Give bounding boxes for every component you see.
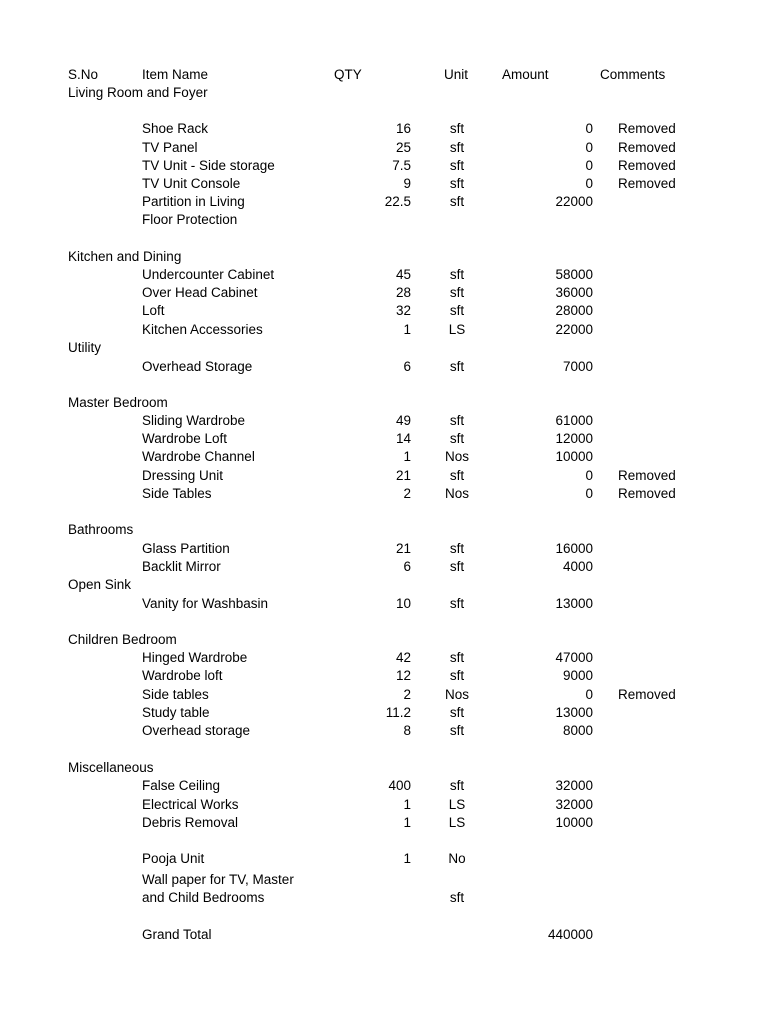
section-row	[0, 759, 768, 777]
grand-total-row	[0, 926, 768, 944]
item-name: Sliding Wardrobe	[142, 413, 246, 428]
item-unit: sft	[449, 285, 465, 300]
item-unit: sft	[449, 413, 465, 428]
table-row	[0, 777, 768, 795]
item-unit: Nos	[444, 449, 470, 464]
item-name: Dressing Unit	[142, 468, 224, 483]
item-name: Glass Partition	[142, 541, 230, 556]
section-label: Utility	[68, 340, 101, 355]
item-qty: 22.5	[384, 194, 411, 209]
item-name: Electrical Works	[142, 797, 239, 812]
item-amount: 0	[585, 121, 593, 136]
item-unit: sft	[449, 668, 465, 683]
item-amount: 0	[585, 158, 593, 173]
item-qty: 400	[388, 778, 411, 793]
section-row	[0, 84, 768, 102]
table-row	[0, 284, 768, 302]
item-qty: 10	[395, 596, 411, 611]
header-item-name: Item Name	[142, 67, 209, 82]
item-qty: 8	[403, 723, 411, 738]
item-unit: sft	[449, 303, 465, 318]
item-unit: No	[448, 851, 466, 866]
item-amount: 13000	[555, 596, 593, 611]
item-amount: 8000	[562, 723, 593, 738]
item-qty: 1	[403, 449, 411, 464]
item-qty: 1	[403, 797, 411, 812]
item-amount: 22000	[555, 194, 593, 209]
item-qty: 7.5	[392, 158, 411, 173]
item-unit: sft	[449, 267, 465, 282]
item-amount: 13000	[555, 705, 593, 720]
item-comment: Removed	[618, 687, 676, 702]
section-row	[0, 339, 768, 357]
item-amount: 10000	[555, 449, 593, 464]
table-row	[0, 448, 768, 466]
section-label: Living Room and Foyer	[68, 85, 208, 100]
item-amount: 0	[585, 176, 593, 191]
item-qty: 21	[395, 468, 411, 483]
section-row	[0, 394, 768, 412]
item-qty: 1	[403, 851, 411, 866]
section-label: Open Sink	[68, 577, 132, 592]
item-name: Pooja Unit	[142, 851, 205, 866]
item-qty: 11.2	[385, 705, 411, 720]
table-row	[0, 485, 768, 503]
item-name: Vanity for Washbasin	[142, 596, 269, 611]
item-qty: 49	[395, 413, 411, 428]
item-name: Side tables	[142, 687, 209, 702]
item-name: Wardrobe Channel	[142, 449, 255, 464]
item-unit: sft	[449, 176, 465, 191]
item-unit: sft	[449, 705, 465, 720]
item-qty: 14	[395, 431, 411, 446]
table-row	[0, 266, 768, 284]
item-unit: sft	[449, 431, 465, 446]
item-amount: 36000	[555, 285, 593, 300]
item-name: False Ceiling	[142, 778, 221, 793]
item-name: Over Head Cabinet	[142, 285, 258, 300]
section-row	[0, 248, 768, 266]
item-name: Wall paper for TV, Master	[142, 872, 294, 887]
section-label: Children Bedroom	[68, 632, 177, 647]
item-qty: 12	[395, 668, 411, 683]
item-qty: 6	[403, 359, 411, 374]
item-amount: 9000	[562, 668, 593, 683]
item-name: Side Tables	[142, 486, 212, 501]
item-amount: 0	[585, 687, 593, 702]
item-amount: 28000	[555, 303, 593, 318]
table-row	[0, 649, 768, 667]
section-label: Kitchen and Dining	[68, 249, 182, 264]
table-row	[0, 704, 768, 722]
table-row	[0, 540, 768, 558]
item-qty: 16	[395, 121, 411, 136]
item-unit: sft	[449, 359, 465, 374]
item-name: Wardrobe loft	[142, 668, 223, 683]
table-row	[0, 871, 768, 889]
item-unit: LS	[448, 797, 466, 812]
header-sno: S.No	[68, 67, 99, 82]
table-row	[0, 139, 768, 157]
item-name: Study table	[142, 705, 210, 720]
item-comment: Removed	[618, 121, 676, 136]
table-row	[0, 321, 768, 339]
item-amount: 10000	[555, 815, 593, 830]
section-row	[0, 576, 768, 594]
item-unit: sft	[449, 121, 465, 136]
table-row	[0, 595, 768, 613]
item-qty: 28	[395, 285, 411, 300]
item-name: Overhead Storage	[142, 359, 253, 374]
table-row	[0, 686, 768, 704]
section-row	[0, 631, 768, 649]
item-unit: LS	[448, 322, 466, 337]
grand-total-amount: 440000	[547, 927, 593, 942]
item-amount: 58000	[555, 267, 593, 282]
item-unit: sft	[449, 140, 465, 155]
table-row	[0, 358, 768, 376]
item-name: TV Panel	[142, 140, 198, 155]
item-unit: sft	[449, 596, 465, 611]
item-amount: 0	[585, 140, 593, 155]
item-qty: 42	[395, 650, 411, 665]
item-name: Hinged Wardrobe	[142, 650, 248, 665]
item-unit: sft	[449, 541, 465, 556]
item-amount: 47000	[555, 650, 593, 665]
item-name: and Child Bedrooms	[142, 890, 265, 905]
table-row	[0, 157, 768, 175]
item-name: Overhead storage	[142, 723, 251, 738]
table-row	[0, 412, 768, 430]
item-qty: 1	[403, 815, 411, 830]
table-row	[0, 722, 768, 740]
item-unit: sft	[449, 194, 465, 209]
item-qty: 25	[395, 140, 411, 155]
grand-total-label: Grand Total	[142, 927, 212, 942]
item-unit: sft	[449, 723, 465, 738]
table-row	[0, 120, 768, 138]
table-row	[0, 796, 768, 814]
section-label: Bathrooms	[68, 522, 134, 537]
item-amount: 0	[585, 468, 593, 483]
item-unit: sft	[449, 158, 465, 173]
item-name: Shoe Rack	[142, 121, 209, 136]
item-name: Backlit Mirror	[142, 559, 221, 574]
item-name: Debris Removal	[142, 815, 239, 830]
item-unit: sft	[449, 468, 465, 483]
table-row	[0, 889, 768, 907]
item-name: Loft	[142, 303, 165, 318]
item-name: Kitchen Accessories	[142, 322, 263, 337]
header-amount: Amount	[502, 67, 549, 82]
item-unit: Nos	[444, 687, 470, 702]
item-name: Floor Protection	[142, 212, 238, 227]
item-name: TV Unit Console	[142, 176, 241, 191]
item-comment: Removed	[618, 468, 676, 483]
item-unit: sft	[449, 890, 465, 905]
item-comment: Removed	[618, 176, 676, 191]
item-amount: 61000	[555, 413, 593, 428]
item-unit: sft	[449, 650, 465, 665]
section-row	[0, 521, 768, 539]
item-amount: 32000	[555, 797, 593, 812]
item-name: Wardrobe Loft	[142, 431, 228, 446]
table-row	[0, 211, 768, 229]
item-unit: sft	[449, 559, 465, 574]
table-row	[0, 467, 768, 485]
item-unit: Nos	[444, 486, 470, 501]
item-name: Undercounter Cabinet	[142, 267, 275, 282]
item-amount: 4000	[562, 559, 593, 574]
table-row	[0, 193, 768, 211]
header-row	[0, 66, 768, 84]
table-row	[0, 430, 768, 448]
table-row	[0, 302, 768, 320]
item-comment: Removed	[618, 158, 676, 173]
table-row	[0, 175, 768, 193]
item-qty: 2	[403, 486, 411, 501]
item-qty: 45	[395, 267, 411, 282]
item-name: Partition in Living	[142, 194, 245, 209]
item-amount: 32000	[555, 778, 593, 793]
section-label: Miscellaneous	[68, 760, 154, 775]
item-qty: 6	[403, 559, 411, 574]
item-qty: 1	[403, 322, 411, 337]
header-unit: Unit	[444, 67, 469, 82]
header-comments: Comments	[600, 67, 666, 82]
item-amount: 0	[585, 486, 593, 501]
table-row	[0, 814, 768, 832]
header-qty: QTY	[334, 67, 362, 82]
item-qty: 2	[403, 687, 411, 702]
table-row	[0, 558, 768, 576]
item-name: TV Unit - Side storage	[142, 158, 275, 173]
section-label: Master Bedroom	[68, 395, 168, 410]
item-comment: Removed	[618, 486, 676, 501]
item-amount: 7000	[562, 359, 593, 374]
table-row	[0, 667, 768, 685]
item-comment: Removed	[618, 140, 676, 155]
item-qty: 32	[395, 303, 411, 318]
item-qty: 9	[403, 176, 411, 191]
item-qty: 21	[395, 541, 411, 556]
item-amount: 22000	[555, 322, 593, 337]
item-unit: sft	[449, 778, 465, 793]
item-amount: 12000	[555, 431, 593, 446]
table-row	[0, 850, 768, 868]
item-amount: 16000	[555, 541, 593, 556]
item-unit: LS	[448, 815, 466, 830]
